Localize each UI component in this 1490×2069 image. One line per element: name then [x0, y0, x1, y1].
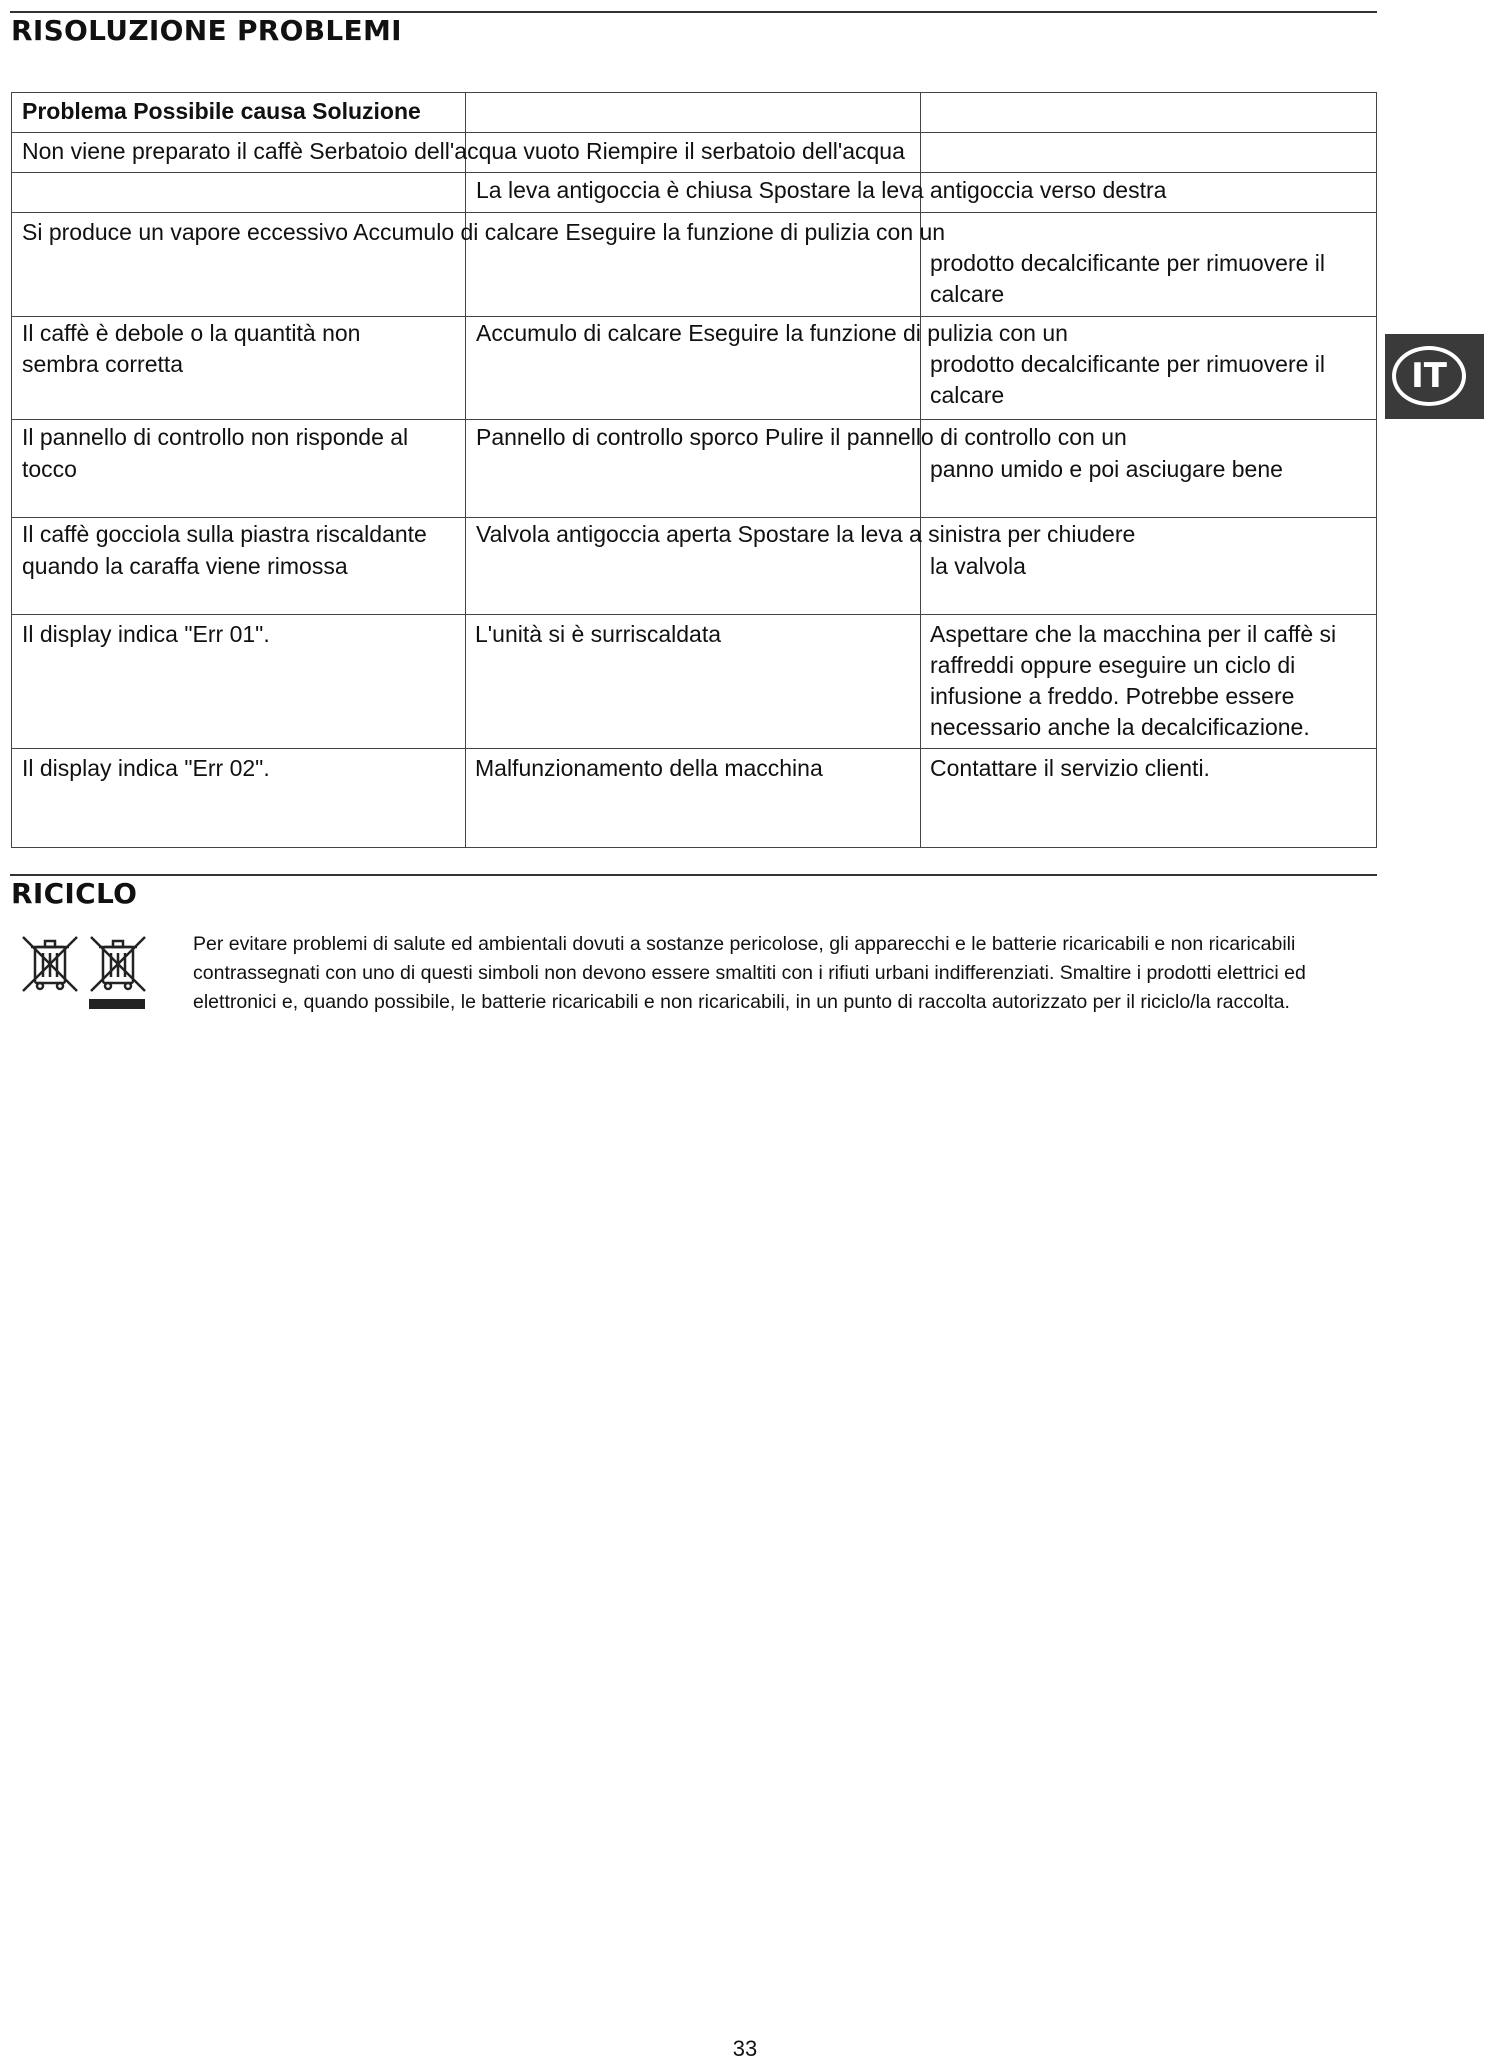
top-rule — [10, 11, 1377, 13]
cause-solution-cell: la valvola — [930, 553, 1026, 579]
solution-cell: Aspettare che la macchina per il caffè si raffreddi oppure eseguire un ciclo di infusione a freddo. Potrebbe essere necessario anche la decalcificazione. — [930, 621, 1337, 740]
cause-solution-cell: Valvola antigoccia aperta Spostare la leva a sinistra per chiudere — [476, 521, 1136, 547]
row-divider — [12, 212, 1376, 213]
problem-cell: Il caffè è debole o la quantità non — [22, 320, 361, 346]
row-divider — [12, 132, 1376, 133]
row-divider — [12, 316, 1376, 317]
cause-solution-cell: calcare — [930, 382, 1005, 408]
problem-cell: sembra corretta — [22, 351, 184, 377]
section-rule — [10, 874, 1377, 876]
problem-cell: Il caffè gocciola sulla piastra riscaldante — [22, 521, 427, 547]
column-divider — [465, 93, 466, 847]
cause-solution-cell: Pannello di controllo sporco Pulire il pannello di controllo con un — [476, 424, 1127, 450]
page-number: 33 — [732, 2036, 758, 2061]
problem-cell: tocco — [22, 456, 77, 482]
problem-cell: quando la caraffa viene rimossa — [22, 553, 348, 579]
row-divider — [12, 614, 1376, 615]
row-divider — [12, 172, 1376, 173]
table-row: Non viene preparato il caffè Serbatoio dell'acqua vuoto Riempire il serbatoio dell'acqua — [22, 138, 905, 164]
troubleshooting-title: RISOLUZIONE PROBLEMI — [11, 14, 402, 47]
table-row: La leva antigoccia è chiusa Spostare la leva antigoccia verso destra — [476, 177, 1167, 203]
language-tab-label: IT — [1392, 346, 1466, 406]
table-row: calcare — [930, 281, 1005, 307]
table-header: Problema Possibile causa Soluzione — [22, 98, 421, 124]
row-divider — [12, 419, 1376, 420]
cause-solution-cell: Accumulo di calcare Eseguire la funzione di pulizia con un — [476, 320, 1068, 346]
recycling-title: RICICLO — [11, 877, 138, 910]
cause-cell: Malfunzionamento della macchina — [475, 755, 823, 781]
solution-cell: Contattare il servizio clienti. — [930, 755, 1210, 781]
crossed-bin-battery-icon — [87, 933, 149, 1013]
crossed-bin-icon — [19, 933, 81, 995]
problem-cell: Il pannello di controllo non risponde al — [22, 424, 409, 450]
recycling-text: Per evitare problemi di salute ed ambientali dovuti a sostanze pericolose, gli apparecchi e le batterie ricaricabili e non ricaricabili contrassegnati con uno di questi simboli non devono essere smaltiti con i rifiuti urbani indifferenziati. Smaltire i prodotti elettrici ed elettronici e, quando possibile, le batterie ricaricabili e non ricaricabili, in un punto di raccolta autorizzato per il riciclo/la raccolta. — [193, 933, 1306, 1013]
troubleshooting-table — [11, 92, 1377, 848]
row-divider — [12, 748, 1376, 749]
table-row: Si produce un vapore eccessivo Accumulo di calcare Eseguire la funzione di pulizia con un — [22, 219, 946, 245]
row-divider — [12, 517, 1376, 518]
column-divider — [920, 93, 921, 847]
problem-cell: Il display indica "Err 01". — [22, 621, 270, 647]
cause-solution-cell: prodotto decalcificante per rimuovere il — [930, 351, 1326, 377]
cause-solution-cell: panno umido e poi asciugare bene — [930, 456, 1283, 482]
problem-cell: Il display indica "Err 02". — [22, 755, 270, 781]
table-row: prodotto decalcificante per rimuovere il — [930, 250, 1326, 276]
cause-cell: L'unità si è surriscaldata — [475, 621, 722, 647]
